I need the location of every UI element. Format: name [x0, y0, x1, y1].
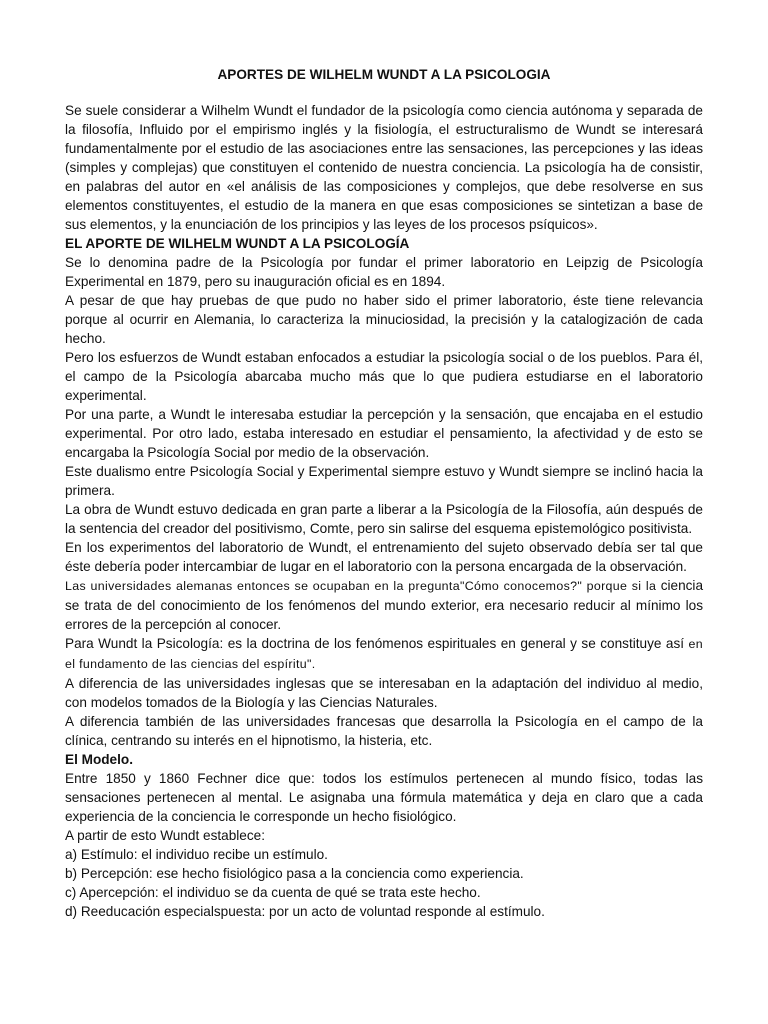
section-heading-modelo: El Modelo.: [65, 752, 133, 767]
paragraph: Entre 1850 y 1860 Fechner dice que: todos los estímulos pertenecen al mundo físico, todas las sensaciones pertenecen al mental. Le asignaba una fórmula matemática y deja en claro que a cada experiencia de la conciencia le corresponde un hecho fisiológico.: [65, 771, 703, 824]
paragraph: A pesar de que hay pruebas de que pudo no haber sido el primer laboratorio, éste tiene relevancia porque al ocurrir en Alemania, lo caracteriza la minuciosidad, la precisión y la catalogización de cada hecho.: [65, 293, 703, 346]
paragraph: A diferencia de las universidades inglesas que se interesaban en la adaptación del individuo al medio, con modelos tomados de la Biología y las Ciencias Naturales.: [65, 676, 703, 710]
universidades-line-1: Las universidades alemanas entonces se ocupaban en la pregunta"Cómo conocemos?" porque si la: [65, 579, 657, 593]
paragraph-doctrina: [65, 634, 703, 674]
document-title: APORTES DE WILHELM WUNDT A LA PSICOLOGIA: [217, 67, 551, 82]
paragraph: A partir de esto Wundt establece:: [65, 828, 265, 843]
list-item: c) Apercepción: el individuo se da cuenta de qué se trata este hecho.: [65, 885, 481, 900]
doctrina-line-2: en el fundamento de las ciencias del espíritu".: [65, 637, 703, 671]
universidades-rest: ciencia se trata de del conocimiento de los fenómenos del mundo exterior, era necesario reducir al mínimo los errores de la percepción al conocer.: [65, 578, 704, 632]
list-item: d) Reeducación especialspuesta: por un acto de voluntad responde al estímulo.: [65, 904, 545, 919]
paragraph: Se lo denomina padre de la Psicología por fundar el primer laboratorio en Leipzig de Psicología Experimental en 1879, pero su inauguración oficial es en 1894.: [65, 255, 703, 289]
section-heading-aporte: EL APORTE DE WILHELM WUNDT A LA PSICOLOGÍA: [65, 236, 410, 251]
paragraph: Este dualismo entre Psicología Social y Experimental siempre estuvo y Wundt siempre se inclinó hacia la primera.: [65, 464, 703, 498]
paragraph: A diferencia también de las universidades francesas que desarrolla la Psicología en el campo de la clínica, centrando su interés en el hipnotismo, la histeria, etc.: [65, 714, 703, 748]
list-item: a) Estímulo: el individuo recibe un estímulo.: [65, 847, 328, 862]
paragraph: Por una parte, a Wundt le interesaba estudiar la percepción y la sensación, que encajaba en el estudio experimental. Por otro lado, estaba interesado en estudiar el pensamiento, la afectividad y de esto se encargaba la Psicología Social por medio de la observación.: [65, 407, 703, 460]
list-item: b) Percepción: ese hecho fisiológico pasa a la conciencia como experiencia.: [65, 866, 524, 881]
paragraph: En los experimentos del laboratorio de Wundt, el entrenamiento del sujeto observado debía ser tal que éste debería poder intercambiar de lugar en el laboratorio con la persona encargada de la observación.: [65, 540, 703, 574]
paragraph-universidades: [65, 576, 703, 634]
doctrina-line-1: Para Wundt la Psicología: es la doctrina de los fenómenos espirituales en general y se constituye así: [65, 636, 685, 651]
intro-paragraph: Se suele considerar a Wilhelm Wundt el fundador de la psicología como ciencia autónoma y separada de la filosofía, Influido por el empirismo inglés y la fisiología, el estructuralismo de Wundt se interesará fundamentalmente por el estudio de las asociaciones entre las sensaciones, las percepciones y las ideas (simples y complejas) que constituyen el contenido de nuestra conciencia. La psicología ha de consistir, en palabras del autor en «el análisis de las composiciones y complejos, que debe resolverse en sus elementos constituyentes, el estudio de la manera en que esas composiciones se sintetizan a base de sus elementos, y la enunciación de los principios y las leyes de los procesos psíquicos».: [65, 103, 703, 232]
paragraph: La obra de Wundt estuvo dedicada en gran parte a liberar a la Psicología de la Filosofía, aún después de la sentencia del creador del positivismo, Comte, pero sin salirse del esquema epistemológico positivista.: [65, 502, 703, 536]
paragraph: Pero los esfuerzos de Wundt estaban enfocados a estudiar la psicología social o de los pueblos. Para él, el campo de la Psicología abarcaba mucho más que lo que pudiera estudiarse en el laboratorio experimental.: [65, 350, 703, 403]
